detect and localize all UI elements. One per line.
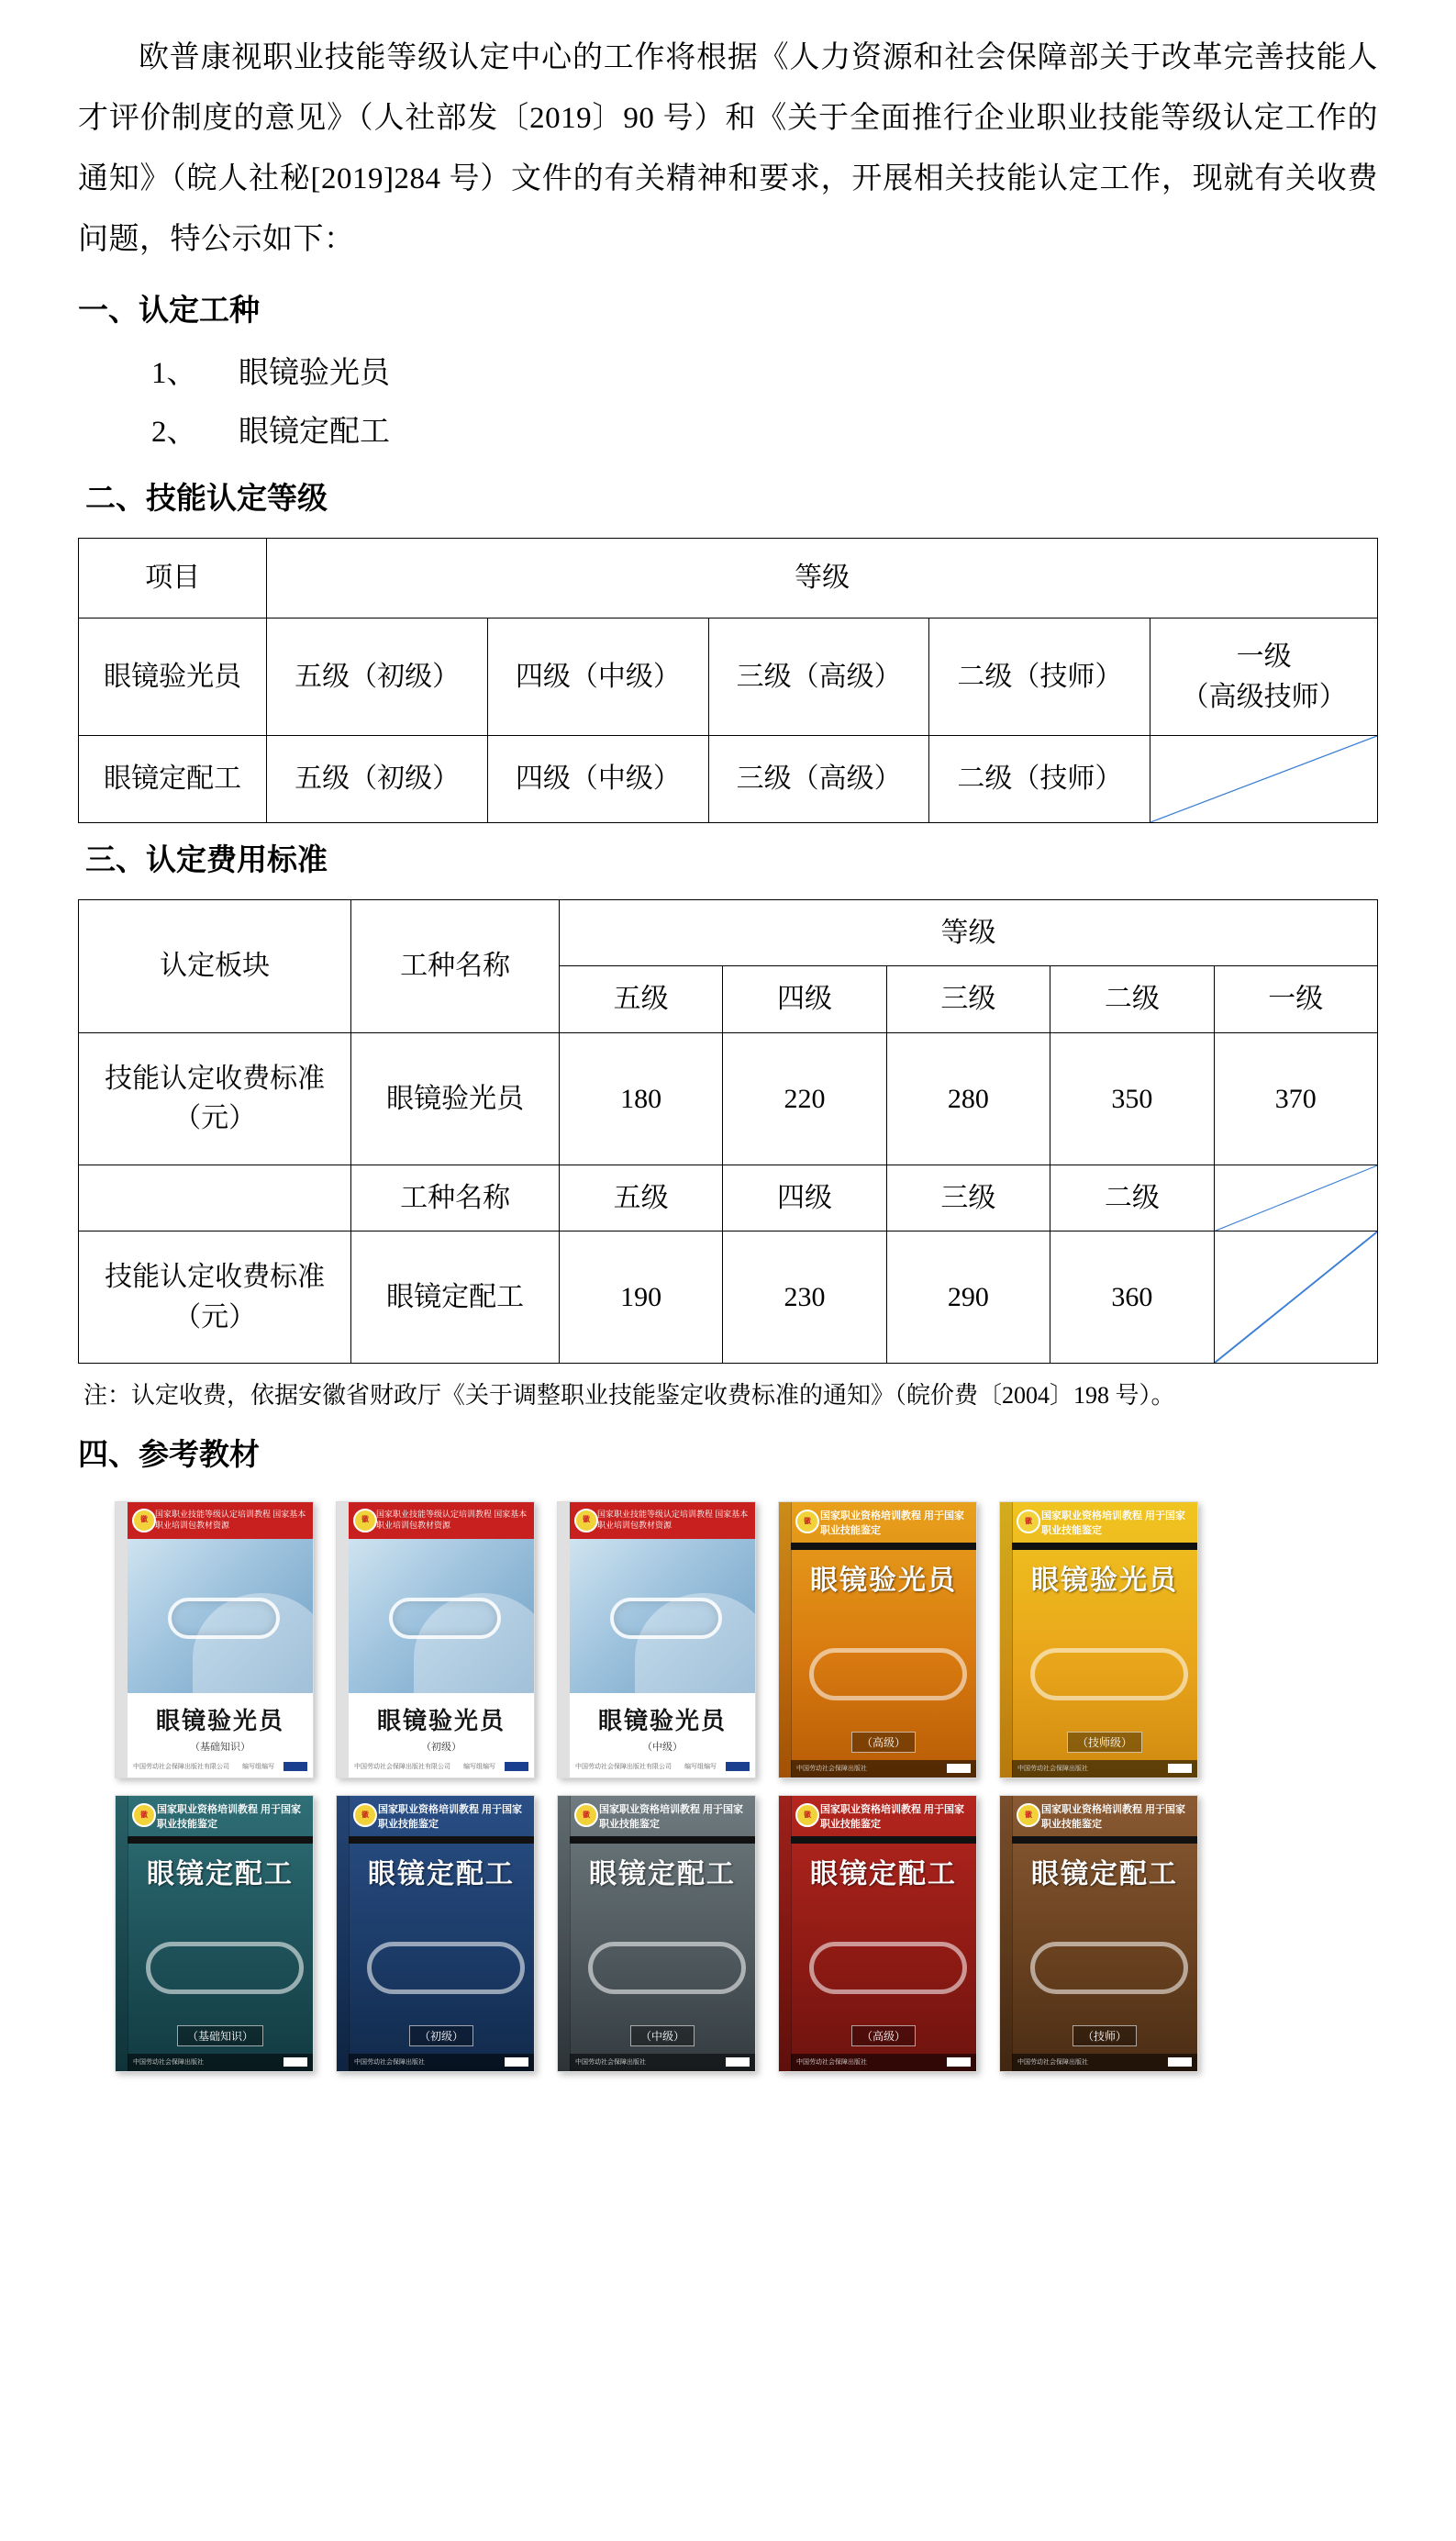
fees-cell-empty-diagonal (1214, 1231, 1377, 1364)
fees-header-level: 等级 (559, 899, 1377, 966)
intro-paragraph: 欧普康视职业技能等级认定中心的工作将根据《人力资源和社会保障部关于改革完善技能人才评价制度的意见》（人社部发〔2019〕90 号）和《关于全面推行企业职业技能等级认定工作的通知》（皖人社秘[2019]284 号）文件的有关精神和要求，开展相关技能认定工作，现就有关收费问题，特公示如下： (78, 41, 1378, 256)
book-band (1012, 1836, 1197, 1844)
book-footer (570, 1757, 755, 1778)
levels-cell: 四级（中级） (488, 619, 709, 736)
levels-cell: 二级（技师） (929, 736, 1150, 823)
publisher-logo-icon (1168, 1764, 1192, 1773)
book-publisher: 中国劳动社会保障出版社有限公司 编写组编写 (575, 1762, 717, 1770)
book-cover-photo (791, 1897, 976, 2025)
book-titlebar (128, 1693, 313, 1757)
diagonal-line-icon (1150, 736, 1377, 822)
book-publisher: 中国劳动社会保障出版社有限公司 编写组编写 (354, 1762, 495, 1770)
levels-table (78, 538, 1378, 823)
book-title: 眼镜验光员 (597, 1706, 727, 1734)
fees-level-header: 二级 (1050, 1165, 1214, 1231)
book-subtitle: （初级） (421, 1741, 461, 1753)
book-cover-photo (570, 1539, 755, 1693)
national-emblem-icon: 徽 (132, 1803, 156, 1827)
table-row (79, 899, 1378, 966)
levels-row-name: 眼镜定配工 (79, 736, 267, 823)
book-band (570, 1836, 755, 1844)
book-band (128, 1836, 313, 1844)
list-item-label: 眼镜验光员 (239, 356, 390, 390)
book-spine (1000, 1796, 1013, 2071)
book-topline (570, 1502, 755, 1539)
publisher-logo-icon (283, 1762, 307, 1771)
book-topline (349, 1502, 534, 1539)
fees-block-label-line1: 技能认定收费标准 (105, 1063, 326, 1094)
book-footer (128, 1757, 313, 1778)
book-footer (570, 2054, 755, 2071)
book-spine (1000, 1502, 1013, 1778)
book-level-badge: （基础知识） (177, 2025, 263, 2046)
fees-table (78, 899, 1378, 1365)
book-title: 眼镜定配工 (147, 1858, 294, 1889)
book-topline (791, 1796, 976, 1836)
levels-cell-empty-diagonal (1150, 736, 1378, 823)
textbook-cover (778, 1795, 977, 2072)
book-title: 眼镜定配工 (589, 1858, 736, 1889)
book-level-badge: （中级） (630, 2025, 695, 2046)
section-3-heading: 三、认定费用标准 (85, 844, 328, 878)
section-4-heading: 四、参考教材 (78, 1439, 260, 1473)
book-publisher: 中国劳动社会保障出版社 (796, 1764, 867, 1772)
fees-note: 注：认定收费，依据安徽省财政厅《关于调整职业技能鉴定收费标准的通知》（皖价费〔2004〕198 号）。 (83, 1382, 1175, 1410)
book-footer (1012, 1760, 1197, 1778)
fees-level-header: 三级 (886, 966, 1050, 1033)
textbook-cover (115, 1795, 314, 2072)
national-emblem-icon: 徽 (1017, 1510, 1040, 1533)
fees-level-header: 一级 (1214, 966, 1377, 1033)
book-publisher: 中国劳动社会保障出版社 (796, 2057, 867, 2066)
fees-job-name: 眼镜定配工 (351, 1231, 560, 1364)
fee-value: 180 (559, 1032, 722, 1165)
book-spine (116, 1502, 128, 1778)
book-publisher: 中国劳动社会保障出版社 (354, 2057, 425, 2066)
book-cover-photo (570, 1897, 755, 2025)
book-level-badge: （初级） (409, 2025, 473, 2046)
book-spine (779, 1502, 792, 1778)
book-topline (570, 1796, 755, 1836)
book-cover-photo (349, 1539, 534, 1693)
list-item (78, 344, 1378, 403)
national-emblem-icon: 徽 (353, 1509, 377, 1532)
fees-header-job-2: 工种名称 (351, 1165, 560, 1231)
publisher-logo-icon (947, 1764, 971, 1773)
book-topline-text: 国家职业资格培训教程 用于国家职业技能鉴定 (599, 1803, 744, 1830)
fees-block-label-line1: 技能认定收费标准 (105, 1262, 326, 1293)
book-publisher: 中国劳动社会保障出版社 (1017, 1764, 1088, 1772)
fee-value: 360 (1050, 1231, 1214, 1364)
book-spine (558, 1796, 571, 2071)
book-publisher: 中国劳动社会保障出版社 (575, 2057, 646, 2066)
textbook-cover (115, 1501, 314, 1778)
book-band (791, 1836, 976, 1844)
publisher-logo-icon (505, 2057, 528, 2067)
levels-cell: 五级（初级） (267, 736, 488, 823)
eyeglasses-icon (809, 1648, 967, 1701)
publisher-logo-icon (726, 2057, 750, 2067)
list-item-number: 2、 (151, 416, 197, 450)
book-topline (128, 1502, 313, 1539)
table-row (79, 619, 1378, 736)
list-item-label: 眼镜定配工 (239, 416, 390, 450)
table-row (79, 539, 1378, 619)
book-title: 眼镜验光员 (155, 1706, 284, 1734)
levels-table-header-project: 项目 (79, 539, 267, 619)
list-item (78, 403, 1378, 462)
book-subtitle: （中级） (642, 1741, 683, 1753)
book-spine (116, 1796, 128, 2071)
table-row (79, 1231, 1378, 1364)
book-cover-photo (349, 1897, 534, 2025)
textbook-cover (336, 1795, 535, 2072)
levels-cell: 四级（中级） (488, 736, 709, 823)
levels-cell: 三级（高级） (708, 619, 929, 736)
levels-cell-top-grade (1150, 619, 1378, 736)
diagonal-line-icon (1215, 1231, 1377, 1363)
textbook-cover (999, 1795, 1198, 2072)
book-topline (128, 1796, 313, 1836)
fees-block-label-line2: （元） (173, 1301, 257, 1332)
fees-level-header: 三级 (886, 1165, 1050, 1231)
fees-block-label (79, 1032, 351, 1165)
textbook-cover (557, 1795, 756, 2072)
national-emblem-icon: 徽 (1017, 1803, 1040, 1827)
fees-header-job: 工种名称 (351, 899, 560, 1032)
book-title: 眼镜定配工 (810, 1858, 957, 1889)
book-cover-photo (1012, 1603, 1197, 1732)
fees-job-name: 眼镜验光员 (351, 1032, 560, 1165)
publisher-logo-icon (283, 2057, 307, 2067)
textbook-cover (336, 1501, 535, 1778)
book-topline (1012, 1502, 1197, 1543)
eyeglasses-icon (1030, 1648, 1188, 1701)
book-footer (791, 2054, 976, 2071)
book-cover-photo (791, 1603, 976, 1732)
book-title: 眼镜验光员 (810, 1565, 957, 1596)
fees-level-header: 五级 (559, 966, 722, 1033)
textbook-row-optician (78, 1795, 1378, 2072)
book-topline-text: 国家职业资格培训教程 用于国家职业技能鉴定 (378, 1803, 523, 1830)
book-spine (337, 1796, 350, 2071)
table-row (79, 1032, 1378, 1165)
fee-value: 190 (559, 1231, 722, 1364)
book-topline-text: 国家职业资格培训教程 用于国家职业技能鉴定 (1041, 1510, 1186, 1536)
diagonal-line-icon (1215, 1165, 1377, 1231)
levels-cell: 三级（高级） (708, 736, 929, 823)
fee-value: 230 (723, 1231, 886, 1364)
national-emblem-icon: 徽 (574, 1803, 598, 1827)
book-level-badge: （高级） (851, 2025, 916, 2046)
levels-cell-top-line: 一级 (1236, 641, 1292, 673)
book-title: 眼镜验光员 (1031, 1565, 1178, 1596)
book-band (349, 1836, 534, 1844)
national-emblem-icon: 徽 (795, 1803, 819, 1827)
eyeglasses-icon (146, 1942, 304, 1995)
fees-block-label (79, 1231, 351, 1364)
list-item-number: 1、 (151, 356, 197, 390)
table-row (79, 736, 1378, 823)
table-row (79, 1165, 1378, 1231)
eyeglasses-icon (588, 1942, 746, 1995)
book-topline-text: 国家职业技能等级认定培训教程 国家基本职业培训包教材资源 (597, 1509, 749, 1530)
book-publisher: 中国劳动社会保障出版社 (1017, 2057, 1088, 2066)
fees-level-header: 四级 (723, 966, 886, 1033)
textbook-cover (557, 1501, 756, 1778)
book-titlebar (349, 1693, 534, 1757)
book-band (791, 1543, 976, 1550)
fees-level-header: 二级 (1050, 966, 1214, 1033)
section-1-heading: 一、认定工种 (78, 295, 260, 328)
book-title: 眼镜定配工 (368, 1858, 515, 1889)
fee-value: 350 (1050, 1032, 1214, 1165)
section-2-heading: 二、技能认定等级 (85, 483, 328, 517)
national-emblem-icon: 徽 (574, 1509, 598, 1532)
textbook-cover (999, 1501, 1198, 1778)
publisher-logo-icon (1168, 2057, 1192, 2067)
book-footer (1012, 2054, 1197, 2071)
book-topline-text: 国家职业资格培训教程 用于国家职业技能鉴定 (820, 1803, 965, 1830)
eyeglasses-icon (367, 1942, 525, 1995)
book-title: 眼镜定配工 (1031, 1858, 1178, 1889)
fees-level-header: 五级 (559, 1165, 722, 1231)
levels-cell: 五级（初级） (267, 619, 488, 736)
book-spine (337, 1502, 350, 1778)
fees-level-header: 四级 (723, 1165, 886, 1231)
book-topline (349, 1796, 534, 1836)
fees-block-empty (79, 1165, 351, 1231)
fee-value: 290 (886, 1231, 1050, 1364)
book-cover-photo (128, 1539, 313, 1693)
levels-row-name: 眼镜验光员 (79, 619, 267, 736)
fees-header-block: 认定板块 (79, 899, 351, 1032)
textbook-row-optometrist (78, 1501, 1378, 1778)
book-cover-photo (1012, 1897, 1197, 2025)
eyeglasses-icon (809, 1942, 967, 1995)
book-level-badge: （高级） (851, 1732, 916, 1753)
book-publisher: 中国劳动社会保障出版社 (133, 2057, 204, 2066)
book-topline (791, 1502, 976, 1543)
book-topline (1012, 1796, 1197, 1836)
levels-table-header-level: 等级 (267, 539, 1378, 619)
publisher-logo-icon (947, 2057, 971, 2067)
fees-cell-empty-diagonal (1214, 1165, 1377, 1231)
book-footer (791, 1760, 976, 1778)
textbook-cover (778, 1501, 977, 1778)
book-topline-text: 国家职业资格培训教程 用于国家职业技能鉴定 (820, 1510, 965, 1536)
fee-value: 220 (723, 1032, 886, 1165)
eyeglasses-icon (1030, 1942, 1188, 1995)
book-publisher: 中国劳动社会保障出版社有限公司 编写组编写 (133, 1762, 274, 1770)
national-emblem-icon: 徽 (795, 1510, 819, 1533)
book-footer (349, 1757, 534, 1778)
book-title: 眼镜验光员 (376, 1706, 506, 1734)
book-spine (558, 1502, 571, 1778)
levels-cell: 二级（技师） (929, 619, 1150, 736)
fee-value: 370 (1214, 1032, 1377, 1165)
national-emblem-icon: 徽 (353, 1803, 377, 1827)
levels-cell-bottom-line: （高级技师） (1181, 681, 1347, 712)
book-topline-text: 国家职业技能等级认定培训教程 国家基本职业培训包教材资源 (155, 1509, 306, 1530)
publisher-logo-icon (726, 1762, 750, 1771)
book-spine (779, 1796, 792, 2071)
book-topline-text: 国家职业技能等级认定培训教程 国家基本职业培训包教材资源 (376, 1509, 528, 1530)
book-subtitle: （基础知识） (190, 1741, 250, 1753)
book-level-badge: （技师） (1073, 2025, 1137, 2046)
book-titlebar (570, 1693, 755, 1757)
national-emblem-icon: 徽 (132, 1509, 156, 1532)
book-cover-photo (128, 1897, 313, 2025)
book-footer (349, 2054, 534, 2071)
book-topline-text: 国家职业资格培训教程 用于国家职业技能鉴定 (157, 1803, 302, 1830)
book-footer (128, 2054, 313, 2071)
fee-value: 280 (886, 1032, 1050, 1165)
book-topline-text: 国家职业资格培训教程 用于国家职业技能鉴定 (1041, 1803, 1186, 1830)
publisher-logo-icon (505, 1762, 528, 1771)
fees-block-label-line2: （元） (173, 1103, 257, 1134)
book-band (1012, 1543, 1197, 1550)
book-level-badge: （技师级） (1067, 1732, 1142, 1753)
